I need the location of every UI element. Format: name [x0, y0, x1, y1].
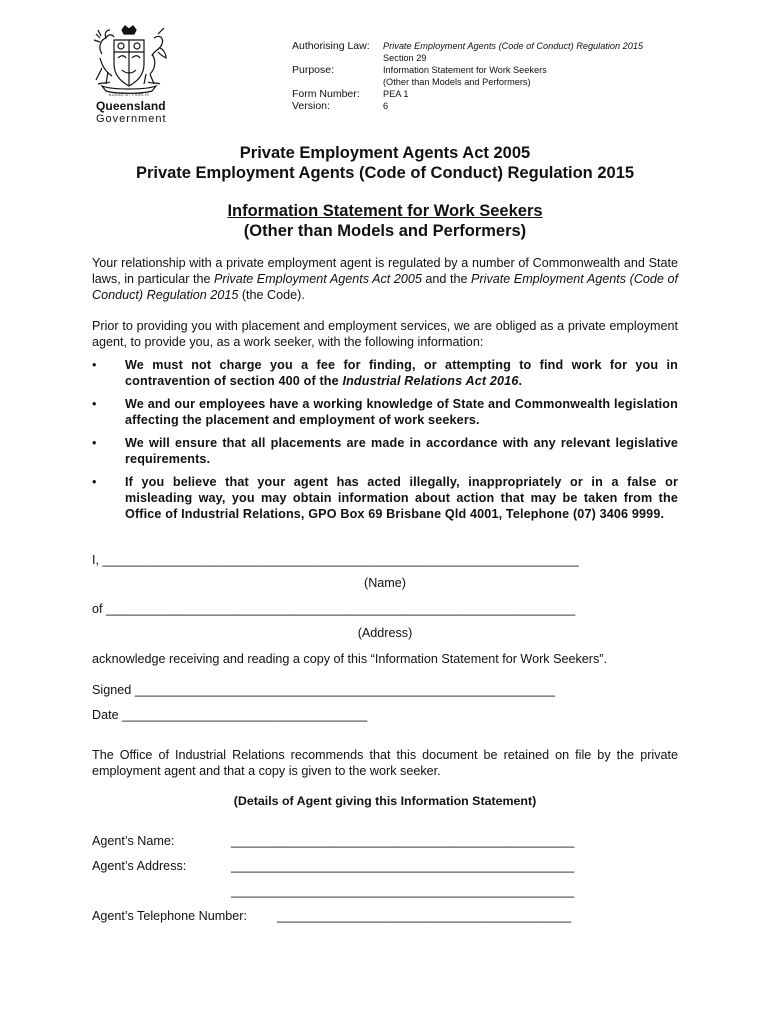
- meta-version-key: Version:: [292, 100, 330, 112]
- intro-regulation-name: Private Employment Agents (Code of Conduct) Regulation 2015: [92, 272, 678, 302]
- agent-details-heading: (Details of Agent giving this Information Statement): [233, 794, 537, 808]
- bullet-2-text: We and our employees have a working knowledge of State and Commonwealth legislation affecting the placement and employment of work seekers.: [125, 397, 678, 427]
- logo-motto: AUDAX AT FIDELIS: [108, 92, 150, 97]
- form-metadata: [292, 40, 643, 112]
- agent-phone-label: Agent’s Telephone Number:: [92, 909, 247, 923]
- meta-purpose-value-1: Information Statement for Work Seekers: [383, 65, 547, 75]
- address-field[interactable]: of ___________________________________________________________________: [92, 602, 576, 616]
- bullet-icon: •: [92, 397, 97, 411]
- agent-name-field[interactable]: _________________________________________________: [231, 834, 575, 848]
- coat-of-arms-icon: [88, 24, 170, 98]
- name-field[interactable]: I, ____________________________________________________________________: [92, 553, 579, 567]
- meta-form-value: PEA 1: [383, 89, 409, 99]
- bullet-1-text: We must not charge you a fee for finding, or attempting to find work for you in contravention of section 400 of the: [125, 358, 678, 388]
- acknowledge-text: acknowledge receiving and reading a copy of this “Information Statement for Work Seekers”.: [92, 652, 607, 666]
- subtitle-line-2: (Other than Models and Performers): [243, 222, 527, 240]
- agent-phone-field[interactable]: __________________________________________: [277, 909, 572, 923]
- agent-address-field-1[interactable]: _________________________________________________: [231, 859, 575, 873]
- title-act: Private Employment Agents Act 2005: [239, 144, 531, 162]
- meta-purpose-value-2: (Other than Models and Performers): [383, 77, 531, 87]
- name-label: (Name): [364, 576, 406, 590]
- meta-purpose-key: Purpose:: [292, 64, 335, 76]
- intro-act-name: Private Employment Agents Act 2005: [214, 272, 422, 286]
- meta-form-key: Form Number:: [292, 88, 360, 100]
- meta-law-section: Section 29: [383, 53, 427, 63]
- information-list: [92, 357, 678, 529]
- bullet-4-text: If you believe that your agent has acted illegally, inappropriately or in a false or misleading way, you may obtain information about action that may be taken from the Office of Industrial Relations, GPO Box 69 Brisbane Qld 4001, Telephone (07) 3406 9999.: [125, 475, 678, 521]
- list-item: [92, 357, 678, 389]
- logo-government-text: Government: [96, 113, 167, 125]
- bullet-3-text: We will ensure that all placements are made in accordance with any relevant legislative requirements.: [125, 436, 678, 466]
- meta-law-key: Authorising Law:: [292, 40, 370, 52]
- date-field[interactable]: Date ___________________________________: [92, 708, 368, 722]
- intro-text-b: and the: [421, 272, 472, 286]
- address-label: (Address): [357, 626, 413, 640]
- document-title: [0, 143, 770, 183]
- bullet-icon: •: [92, 358, 97, 372]
- logo-queensland-text: Queensland: [96, 99, 166, 113]
- bullet-1-act: Industrial Relations Act 2016: [342, 374, 519, 388]
- document-subtitle: [0, 201, 770, 241]
- queensland-government-logo: [88, 24, 170, 124]
- agent-address-field-2[interactable]: _________________________________________________: [231, 884, 575, 898]
- obligation-paragraph: Prior to providing you with placement and employment services, we are obliged as a private employment agent, to provide you, as a work seeker, with the following information:: [92, 319, 678, 349]
- signature-field[interactable]: Signed ____________________________________________________________: [92, 683, 555, 697]
- list-item: [92, 396, 678, 428]
- retain-paragraph: The Office of Industrial Relations recommends that this document be retained on file by the private employment agent and that a copy is given to the work seeker.: [92, 748, 678, 778]
- agent-address-label: Agent’s Address:: [92, 859, 187, 873]
- subtitle-line-1: Information Statement for Work Seekers: [227, 202, 543, 220]
- bullet-icon: •: [92, 475, 97, 489]
- meta-version-value: 6: [383, 101, 389, 111]
- intro-paragraph: [92, 255, 678, 303]
- meta-law-value: Private Employment Agents (Code of Conduct) Regulation 2015: [383, 41, 644, 51]
- agent-name-label: Agent’s Name:: [92, 834, 175, 848]
- list-item: [92, 435, 678, 467]
- bullet-1-end: .: [518, 374, 523, 388]
- title-regulation: Private Employment Agents (Code of Conduct) Regulation 2015: [135, 164, 635, 182]
- bullet-icon: •: [92, 436, 97, 450]
- intro-text-c: (the Code).: [238, 288, 305, 302]
- intro-text-a: Your relationship with a private employment agent is regulated by a number of Commonwealth and State laws, in particular the: [92, 256, 678, 286]
- list-item: [92, 474, 678, 522]
